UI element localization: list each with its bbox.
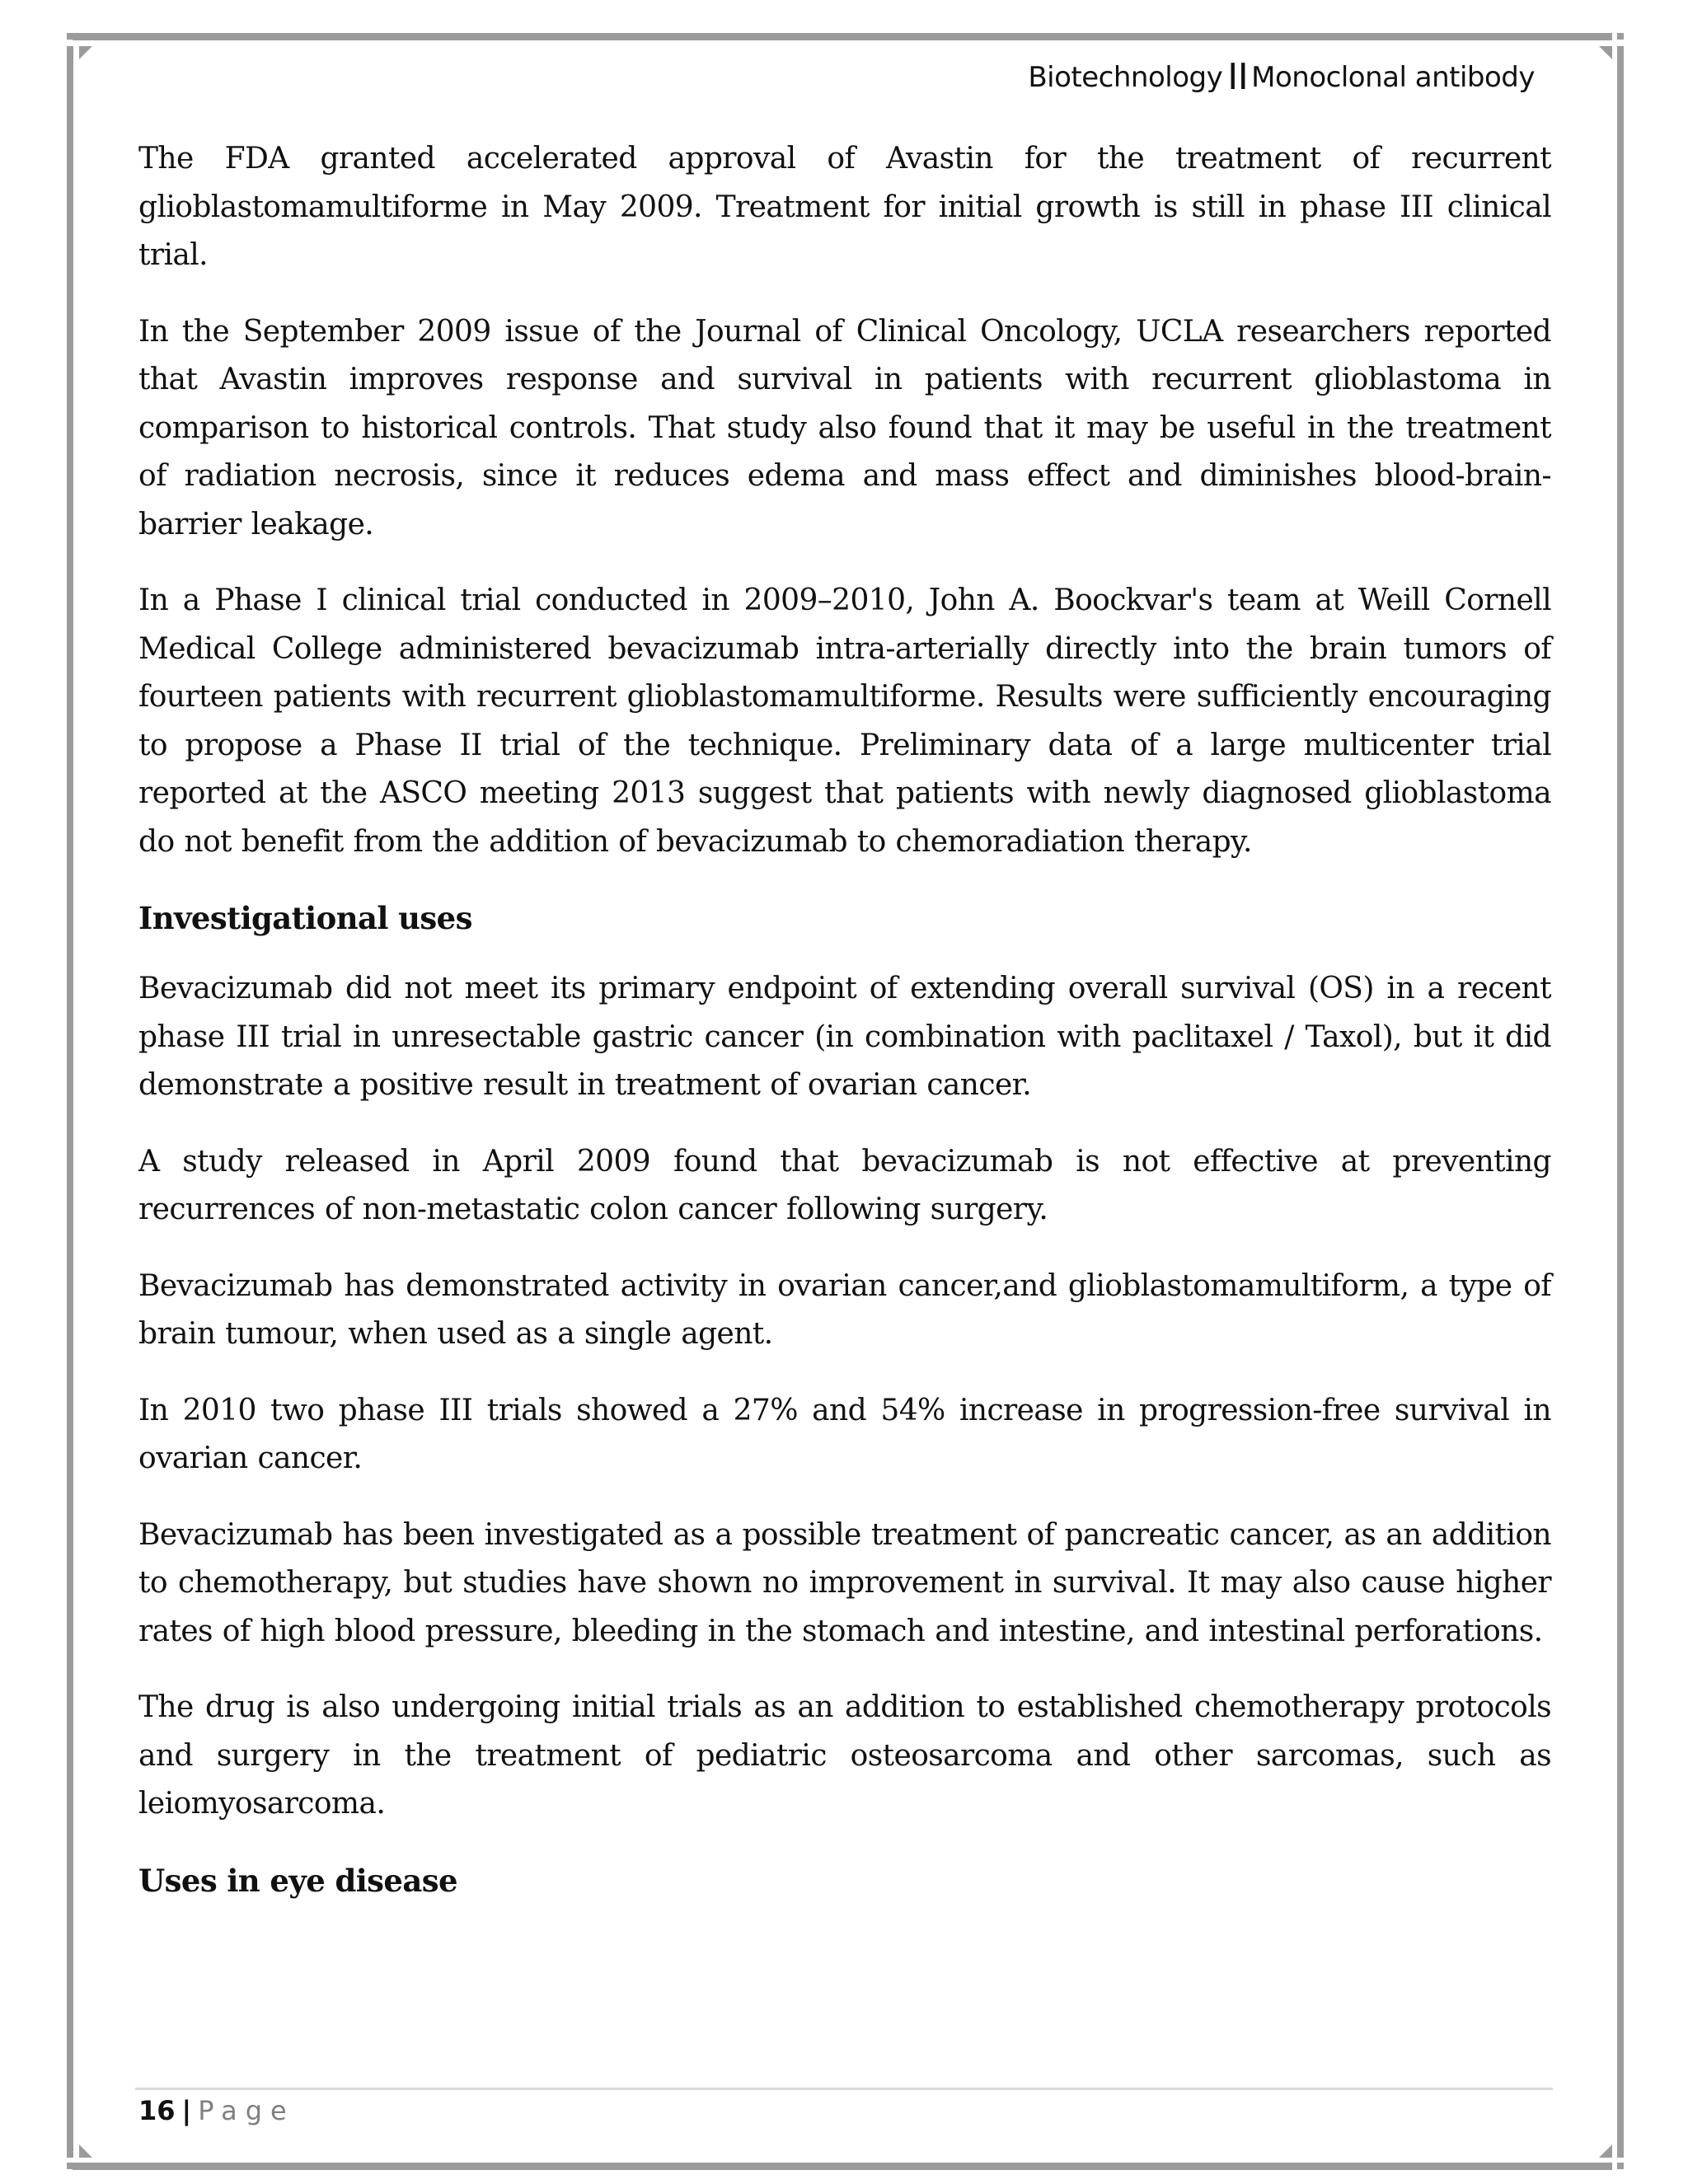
paragraph: The FDA granted accelerated approval of Avastin for the treatment of recurrent glioblastomamultiforme in May 2009. Treatment for initial growth is still in phase III clinical trial. [138, 142, 1551, 272]
footer-divider [135, 2088, 1553, 2090]
paragraph: A study released in April 2009 found that bevacizumab is not effective at preventing recurrences of non-metastatic colon cancer following surgery. [138, 1144, 1551, 1226]
corner-triangle-icon [1599, 2144, 1612, 2158]
paragraph: In a Phase I clinical trial conducted in 2009–2010, John A. Boockvar's team at Weill Cornell Medical College administered bevacizumab intra-arterially directly into the brain tumors of fourteen patients with recurrent glioblastomamultiforme. Results were sufficiently encouraging to propose a Phase II trial of the technique. Preliminary data of a large multicenter trial reported at the ASCO meeting 2013 suggest that patients with newly diagnosed glioblastoma do not benefit from the addition of bevacizumab to chemoradiation therapy. [138, 583, 1551, 859]
header-separator: II [1227, 56, 1249, 98]
paragraph: In the September 2009 issue of the Journal of Clinical Oncology, UCLA researchers reported that Avastin improves response and survival in patients with recurrent glioblastoma in comparison to historical controls. That study also found that it may be useful in the treatment of radiation necrosis, since it reduces edema and mass effect and diminishes blood-brain-barrier leakage. [138, 314, 1551, 541]
corner-triangle-icon [1599, 46, 1612, 59]
page-number-footer [138, 2095, 295, 2126]
section-heading-eye-disease: Uses in eye disease [138, 1862, 457, 1899]
header-subject: Biotechnology [1028, 61, 1223, 94]
paragraph: Bevacizumab did not meet its primary endpoint of extending overall survival (OS) in a recent phase III trial in unresectable gastric cancer (in combination with paclitaxel / Taxol), but it did demonstrate a positive result in treatment of ovarian cancer. [138, 972, 1551, 1102]
page-border-left [67, 46, 73, 2158]
corner-triangle-icon [79, 46, 92, 59]
document-body [138, 135, 1551, 1928]
page-label: Page [198, 2095, 295, 2126]
footer-separator: | [181, 2095, 192, 2126]
page-border-bottom [73, 2163, 1612, 2170]
paragraph: Bevacizumab has demonstrated activity in ovarian cancer,and glioblastomamultiform, a type of brain tumour, when used as a single agent. [138, 1268, 1551, 1351]
section-heading-investigational-uses: Investigational uses [138, 900, 472, 936]
page-number: 16 [138, 2095, 176, 2126]
paragraph: Bevacizumab has been investigated as a possible treatment of pancreatic cancer, as an addition to chemotherapy, but studies have shown no improvement in survival. It may also cause higher rates of high blood pressure, bleeding in the stomach and intestine, and intestinal perforations. [138, 1517, 1551, 1648]
page-border-top [73, 33, 1612, 40]
paragraph: In 2010 two phase III trials showed a 27% and 54% increase in progression-free survival in ovarian cancer. [138, 1393, 1551, 1475]
header-topic: Monoclonal antibody [1251, 61, 1535, 94]
corner-triangle-icon [79, 2144, 92, 2158]
border-corner-bottom-right [1617, 2163, 1624, 2169]
page-border-right [1617, 46, 1624, 2158]
border-corner-top-right [1617, 33, 1624, 40]
border-corner-top-left [67, 33, 73, 40]
border-corner-bottom-left [67, 2163, 73, 2169]
paragraph: The drug is also undergoing initial trials as an addition to established chemotherapy protocols and surgery in the treatment of pediatric osteosarcoma and other sarcomas, such as leiomyosarcoma. [138, 1690, 1551, 1821]
running-header [1028, 56, 1535, 98]
